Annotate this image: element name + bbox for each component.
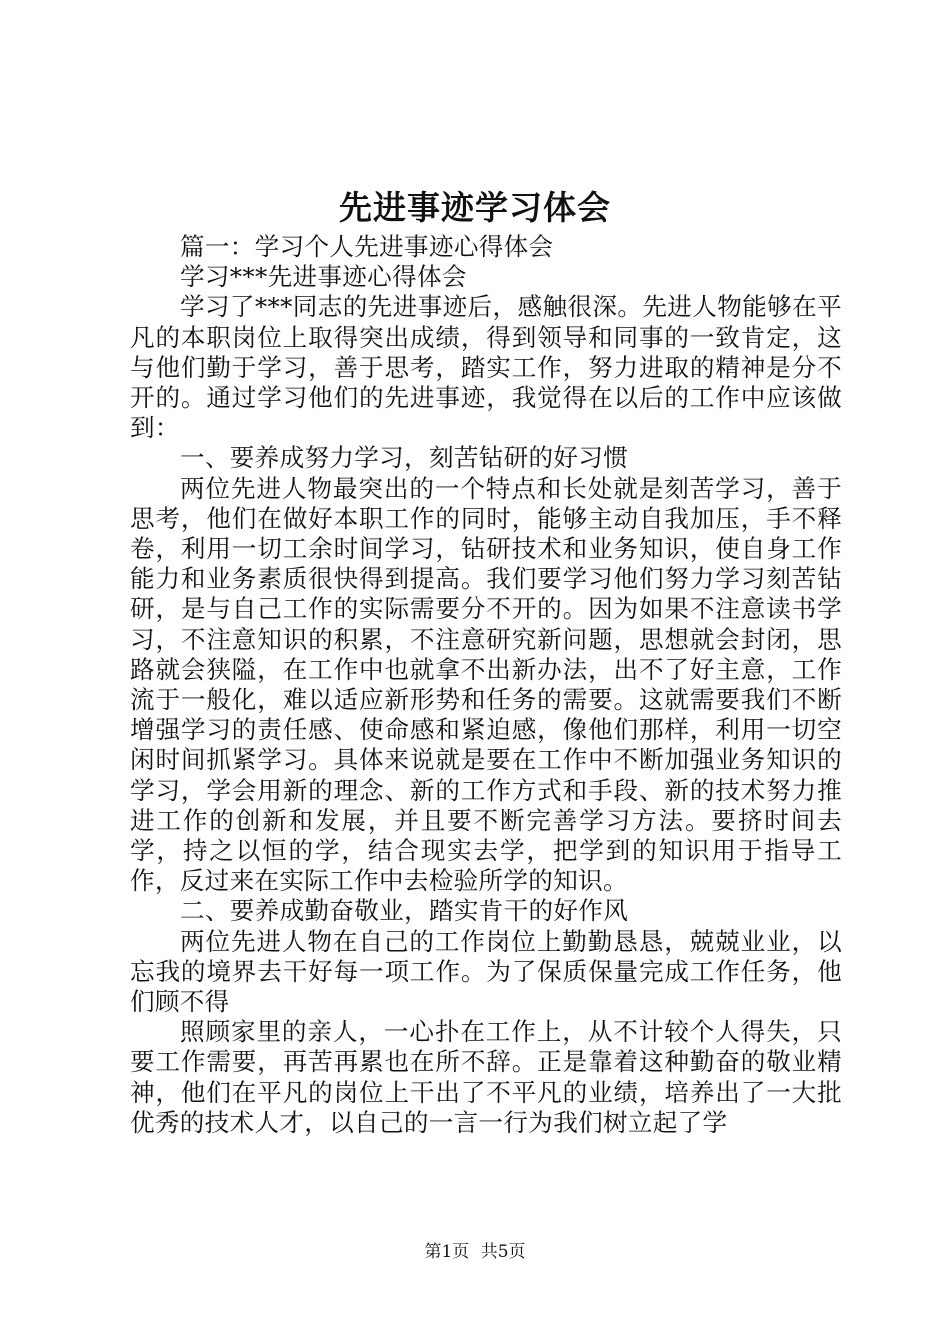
document-body bbox=[130, 232, 842, 1138]
section-heading: 篇一：学习个人先进事迹心得体会 bbox=[180, 232, 554, 261]
body-paragraph: 照顾家里的亲人，一心扑在工作上，从不计较个人得失，只要工作需要，再苦再累也在所不辞。正是靠着这种勤奋的敬业精神，他们在平凡的岗位上干出了不平凡的业绩，培养出了一大批优秀的技术人才，以自己的一言一行为我们树立起了学 bbox=[130, 1017, 842, 1137]
point-heading-1: 一、要养成努力学习，刻苦钻研的好习惯 bbox=[180, 443, 629, 473]
document-title: 先进事迹学习体会 bbox=[339, 188, 611, 227]
page-footer: 第1页 共5页 bbox=[424, 1242, 526, 1262]
point-heading-2: 二、要养成勤奋敬业，踏实肯干的好作风 bbox=[180, 896, 629, 926]
body-paragraph: 学习了***同志的先进事迹后，感触很深。先进人物能够在平凡的本职岗位上取得突出成绩，得到领导和同事的一致肯定，这与他们勤于学习，善于思考，踏实工作，努力进取的精神是分不开的。通过学习他们的先进事迹，我觉得在以后的工作中应该做到： bbox=[130, 292, 842, 443]
subheading: 学习***先进事迹心得体会 bbox=[180, 262, 467, 292]
body-paragraph: 两位先进人物在自己的工作岗位上勤勤恳恳，兢兢业业，以忘我的境界去干好每一项工作。为了保质保量完成工作任务，他们顾不得 bbox=[130, 926, 842, 1017]
body-paragraph: 两位先进人物最突出的一个特点和长处就是刻苦学习，善于思考，他们在做好本职工作的同时，能够主动自我加压，手不释卷，利用一切工余时间学习，钻研技术和业务知识，使自身工作能力和业务素质很快得到提高。我们要学习他们努力学习刻苦钻研，是与自己工作的实际需要分不开的。因为如果不注意读书学习，不注意知识的积累，不注意研究新问题，思想就会封闭，思路就会狭隘，在工作中也就拿不出新办法，出不了好主意，工作流于一般化，难以适应新形势和任务的需要。这就需要我们不断增强学习的责任感、使命感和紧迫感，像他们那样，利用一切空闲时间抓紧学习。具体来说就是要在工作中不断加强业务知识的学习，学会用新的理念、新的工作方式和手段、新的技术努力推进工作的创新和发展，并且要不断完善学习方法。要挤时间去学，持之以恒的学，结合现实去学，把学到的知识用于指导工作，反过来在实际工作中去检验所学的知识。 bbox=[130, 473, 842, 896]
